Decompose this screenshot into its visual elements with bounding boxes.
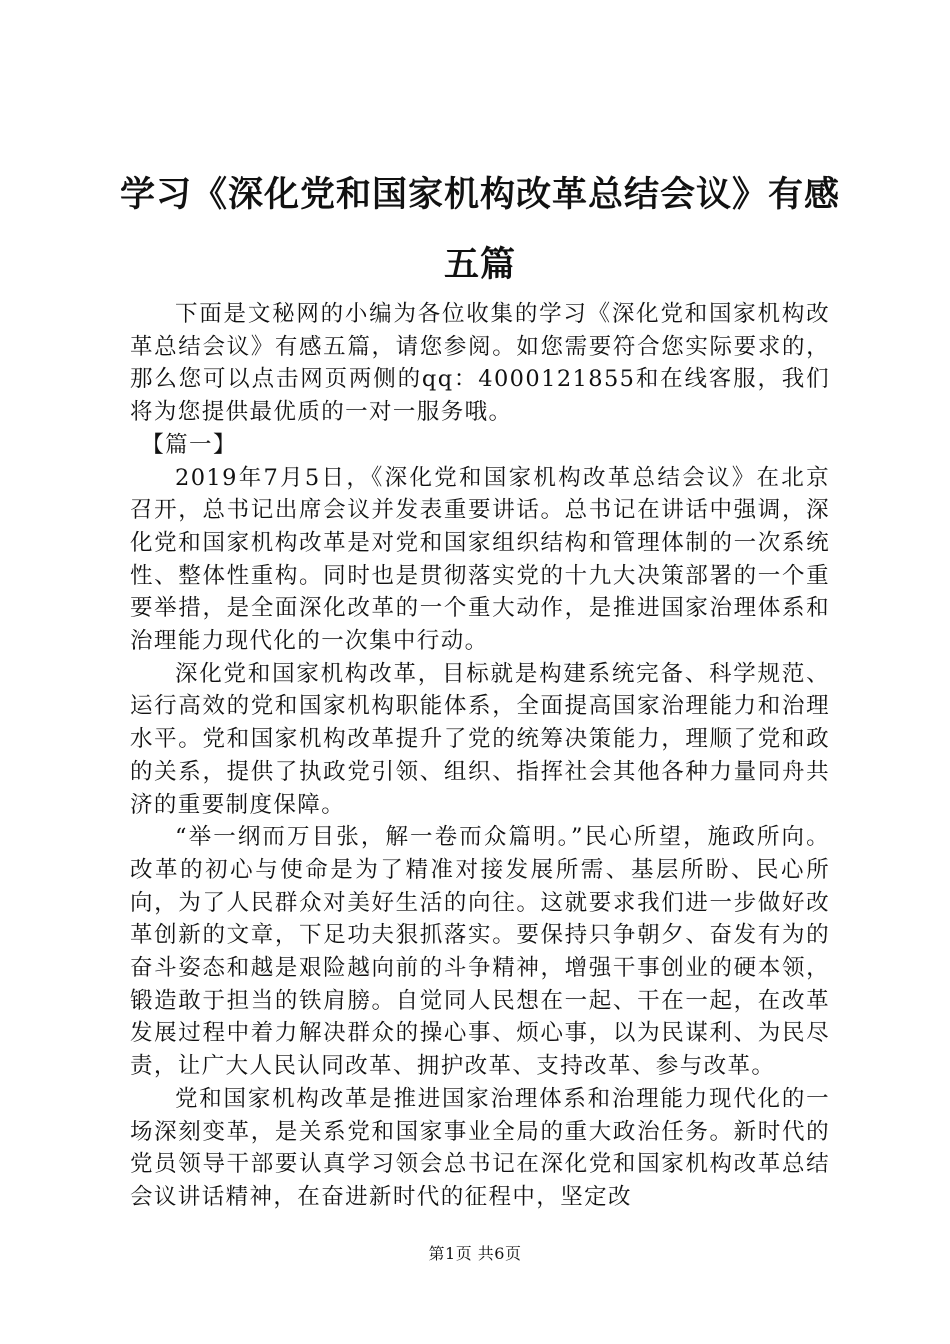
page-number-footer: 第1页 共6页 — [428, 1244, 522, 1263]
body-paragraph: “举一纲而万目张，解一卷而众篇明。”民心所望，施政所向。改革的初心与使命是为了精准对接发展所需、基层所盼、民心所向，为了人民群众对美好生活的向往。这就要求我们进一步做好改革创新的文章，下足功夫狠抓落实。要保持只争朝夕、奋发有为的奋斗姿态和越是艰险越向前的斗争精神，增强干事创业的硬本领，锻造敢于担当的铁肩膀。自觉同人民想在一起、干在一起，在改革发展过程中着力解决群众的操心事、烦心事，以为民谋利、为民尽责，让广大人民认同改革、拥护改革、支持改革、参与改革。 — [130, 824, 830, 1080]
intro-paragraph: 下面是文秘网的小编为各位收集的学习《深化党和国家机构改革总结会议》有感五篇，请您参阅。如您需要符合您实际要求的，那么您可以点击网页两侧的qq：4000121855和在线客服，我们将为您提供最优质的一对一服务哦。 — [130, 301, 830, 426]
body-paragraph: 2019年7月5日，《深化党和国家机构改革总结会议》在北京召开，总书记出席会议并发表重要讲话。总书记在讲话中强调，深化党和国家机构改革是对党和国家组织结构和管理体制的一次系统性、整体性重构。同时也是贯彻落实党的十九大决策部署的一个重要举措，是全面深化改革的一个重大动作，是推进国家治理体系和治理能力现代化的一次集中行动。 — [130, 464, 830, 655]
document-title: 学习《深化党和国家机构改革总结会议》有感五篇 — [120, 175, 841, 285]
body-paragraph: 深化党和国家机构改革，目标就是构建系统完备、科学规范、运行高效的党和国家机构职能体系，全面提高国家治理能力和治理水平。党和国家机构改革提升了党的统筹决策能力，理顺了党和政的关系，提供了执政党引领、组织、指挥社会其他各种力量同舟共济的重要制度保障。 — [130, 660, 830, 818]
body-paragraph: 党和国家机构改革是推进国家治理体系和治理能力现代化的一场深刻变革，是关系党和国家事业全局的重大政治任务。新时代的党员领导干部要认真学习领会总书记在深化党和国家机构改革总结会议讲话精神，在奋进新时代的征程中，坚定改 — [130, 1085, 830, 1210]
section-heading: 【篇一】 — [141, 431, 237, 458]
document-body — [130, 298, 830, 1214]
